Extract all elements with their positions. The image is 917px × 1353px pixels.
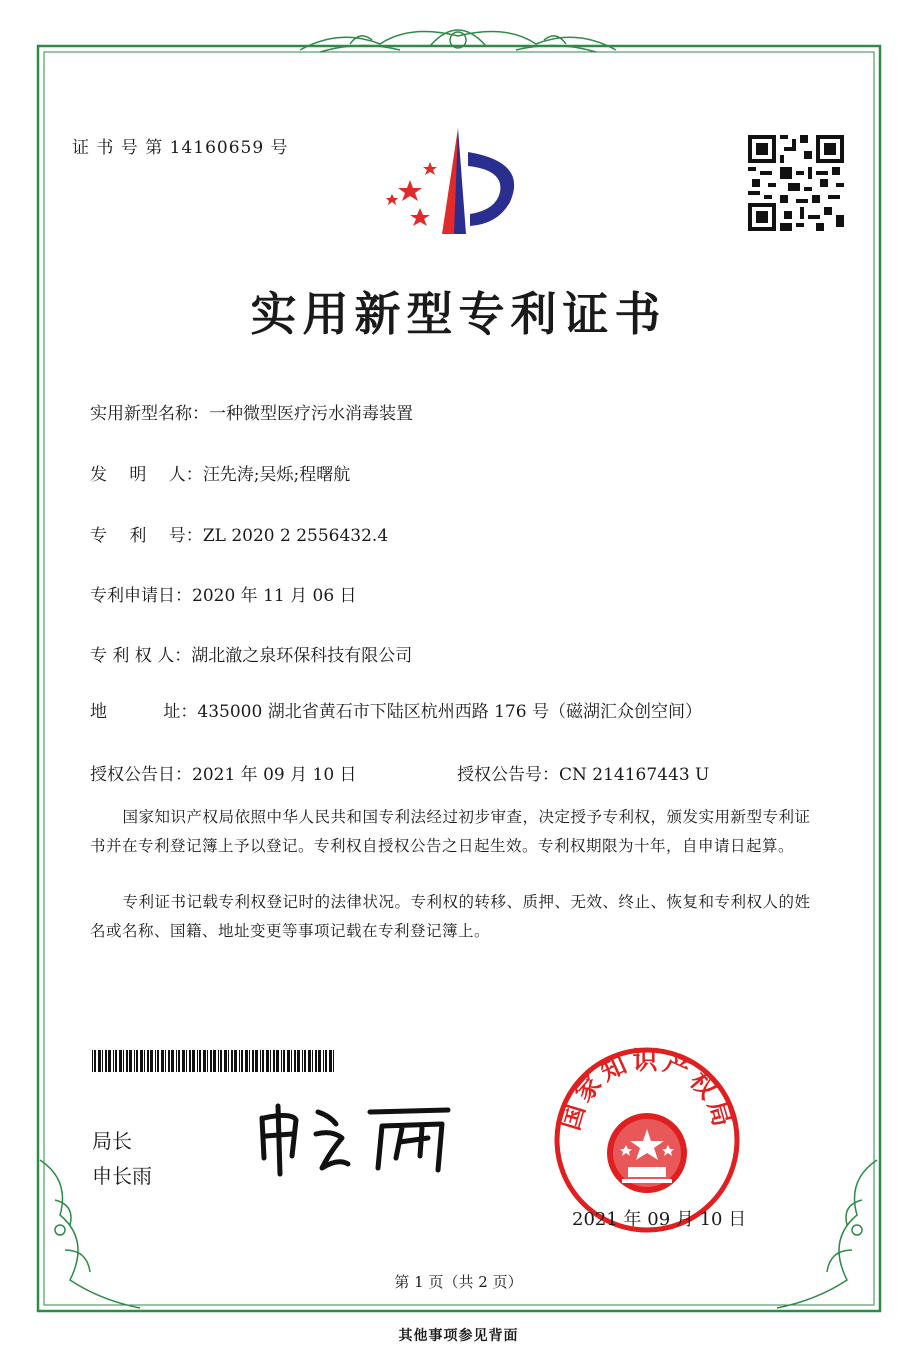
address-row bbox=[90, 698, 702, 726]
stars-icon bbox=[386, 162, 437, 226]
qr-code bbox=[748, 135, 844, 231]
director-name: 申长雨 bbox=[92, 1164, 152, 1188]
barcode bbox=[92, 1050, 338, 1072]
filing-date-label: 专利申请日： bbox=[90, 586, 192, 606]
patentee-row bbox=[90, 641, 412, 666]
grant-statement: 国家知识产权局依照中华人民共和国专利法经过初步审查，决定授予专利权，颁发实用新型专利证书并在专利登记簿上予以登记。专利权自授权公告之日起生效。专利权期限为十年，自申请日起算。 bbox=[90, 808, 811, 855]
publication-date-label: 授权公告日： bbox=[90, 765, 192, 785]
inventor-row bbox=[90, 460, 350, 485]
filing-date-value: 2020 年 11 月 06 日 bbox=[192, 586, 357, 606]
certificate-title: 实用新型专利证书 bbox=[250, 287, 667, 341]
page-indicator: 第 1 页（共 2 页） bbox=[394, 1273, 523, 1291]
publication-number-label: 授权公告号： bbox=[457, 765, 559, 785]
inventor-value: 汪先涛;吴烁;程曙航 bbox=[202, 465, 351, 485]
seal-date: 2021 年 09 月 10 日 bbox=[572, 1209, 747, 1230]
utility-model-name-label: 实用新型名称： bbox=[90, 404, 209, 424]
patent-number-value: ZL 2020 2 2556432.4 bbox=[202, 526, 389, 546]
top-ornament bbox=[300, 30, 616, 52]
director-signature bbox=[252, 1098, 462, 1178]
patent-number-label: 专 利 号： bbox=[90, 526, 203, 546]
publication-date-value: 2021 年 09 月 10 日 bbox=[192, 765, 357, 785]
seal-text: 国家知识产权局 bbox=[555, 1046, 739, 1134]
patentee-value: 湖北澈之泉环保科技有限公司 bbox=[191, 646, 413, 666]
publication-number-row bbox=[457, 760, 709, 785]
publication-date-row bbox=[90, 760, 357, 785]
inventor-label: 发 明 人： bbox=[90, 465, 203, 485]
national-emblem-icon bbox=[607, 1113, 687, 1193]
filing-date-row bbox=[90, 581, 357, 606]
legal-status-statement: 专利证书记载专利权登记时的法律状况。专利权的转移、质押、无效、终止、恢复和专利权人的姓名或名称、国籍、地址变更等事项记载在专利登记簿上。 bbox=[90, 893, 811, 940]
patent-number-row bbox=[90, 521, 388, 546]
address-label: 地 址： bbox=[90, 702, 198, 722]
address-value: 435000 湖北省黄石市下陆区杭州西路 176 号（磁湖汇众创空间） bbox=[197, 702, 702, 722]
footer-note: 其他事项参见背面 bbox=[398, 1328, 519, 1344]
certificate-number: 证 书 号 第 14160659 号 bbox=[72, 138, 289, 158]
utility-model-name-row bbox=[90, 399, 413, 424]
director-title: 局长 bbox=[92, 1129, 132, 1153]
publication-number-value: CN 214167443 U bbox=[559, 765, 710, 785]
patentee-label: 专 利 权 人： bbox=[90, 646, 192, 666]
patent-office-logo bbox=[380, 122, 540, 242]
utility-model-name-value: 一种微型医疗污水消毒装置 bbox=[209, 404, 413, 424]
